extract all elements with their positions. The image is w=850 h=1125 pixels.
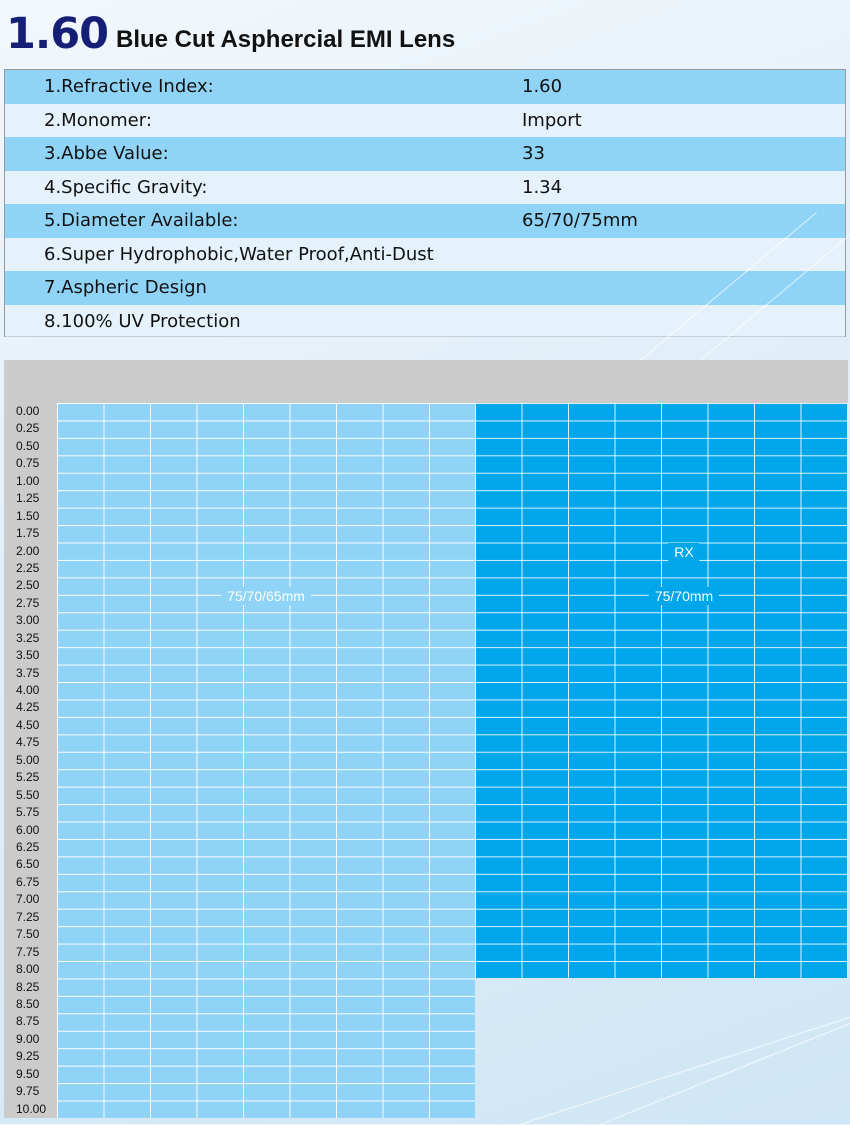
- product-title: Blue Cut Asphercial EMI Lens: [116, 26, 456, 53]
- axis-label: 0.50: [16, 438, 40, 453]
- spec-label: 2.Monomer:: [44, 109, 152, 131]
- axis-label: 9.50: [16, 1066, 40, 1081]
- axis-label: 7.25: [16, 909, 40, 924]
- spec-value: 33: [522, 143, 545, 164]
- axis-label: 5.75: [16, 805, 40, 820]
- header: [0, 0, 850, 62]
- axis-label: 5.25: [16, 770, 40, 785]
- axis-label: 3.25: [16, 630, 40, 645]
- axis-label: 6.75: [16, 874, 40, 889]
- zone-label-rx-diameter: 75/70mm: [649, 587, 719, 605]
- spec-row-diameter: [5, 204, 845, 238]
- zone-label-rx: RX: [668, 543, 699, 561]
- spec-row-uv-protection: [5, 305, 845, 339]
- zone-stock-range: [57, 403, 475, 1118]
- axis-label: 8.00: [16, 962, 40, 977]
- axis-label: 10.00: [16, 1101, 47, 1116]
- axis-label: 8.25: [16, 979, 40, 994]
- decorative-line: [600, 1004, 850, 1125]
- axis-label: 0.00: [16, 404, 40, 418]
- grid-header-bar: [4, 360, 848, 403]
- spec-value: Import: [522, 109, 582, 131]
- axis-label: 1.00: [16, 473, 40, 488]
- axis-label: 3.50: [16, 648, 40, 663]
- spec-label: 3.Abbe Value:: [44, 143, 169, 164]
- spec-label: 8.100% UV Protection: [44, 310, 241, 332]
- axis-label: 6.50: [16, 857, 40, 872]
- axis-label: 1.50: [16, 508, 40, 523]
- spec-label: 5.Diameter Available:: [44, 210, 239, 231]
- spec-value: 65/70/75mm: [522, 210, 638, 231]
- zone-label-stock: 75/70/65mm: [221, 587, 311, 605]
- axis-label: 3.00: [16, 613, 40, 628]
- axis-label: 2.25: [16, 560, 40, 575]
- power-axis: [4, 403, 57, 1118]
- axis-label: 0.25: [16, 421, 40, 436]
- axis-label: 2.00: [16, 543, 40, 558]
- axis-label: 8.50: [16, 996, 40, 1011]
- axis-label: 8.75: [16, 1014, 40, 1029]
- spec-row-abbe-value: [5, 137, 845, 171]
- axis-label: 7.50: [16, 927, 40, 942]
- axis-label: 4.75: [16, 735, 40, 750]
- spec-row-specific-gravity: [5, 171, 845, 205]
- index-number-title: 1.60: [6, 9, 109, 59]
- axis-label: 1.25: [16, 491, 40, 506]
- axis-label: 5.00: [16, 752, 40, 767]
- axis-label: 5.50: [16, 787, 40, 802]
- spec-label: 6.Super Hydrophobic,Water Proof,Anti-Dust: [44, 243, 434, 265]
- axis-label: 7.00: [16, 892, 40, 907]
- axis-label: 9.00: [16, 1031, 40, 1046]
- spec-label: 7.Aspheric Design: [44, 277, 207, 298]
- axis-label: 9.75: [16, 1084, 40, 1099]
- decorative-line: [520, 994, 850, 1125]
- axis-label: 2.75: [16, 595, 40, 610]
- axis-label: 4.50: [16, 717, 40, 732]
- axis-label: 6.00: [16, 822, 40, 837]
- spec-label: 4.Specific Gravity:: [44, 176, 208, 198]
- axis-label: 7.75: [16, 944, 40, 959]
- spec-row-monomer: [5, 104, 845, 138]
- spec-row-hydrophobic: [5, 238, 845, 272]
- axis-label: 6.25: [16, 840, 40, 854]
- spec-label: 1.Refractive Index:: [44, 76, 214, 97]
- spec-row-aspheric: [5, 271, 845, 305]
- axis-label: 1.75: [16, 526, 40, 541]
- axis-label: 0.75: [16, 456, 40, 471]
- axis-label: 4.00: [16, 683, 40, 698]
- spec-row-refractive-index: [5, 70, 845, 104]
- spec-table: [4, 69, 846, 337]
- axis-label: 2.50: [16, 578, 40, 593]
- spec-value: 1.60: [522, 76, 563, 97]
- axis-label: 3.75: [16, 665, 40, 680]
- axis-label: 4.25: [16, 700, 40, 715]
- spec-value: 1.34: [522, 176, 563, 198]
- zone-rx-range: [475, 403, 848, 978]
- axis-label: 9.25: [16, 1049, 40, 1064]
